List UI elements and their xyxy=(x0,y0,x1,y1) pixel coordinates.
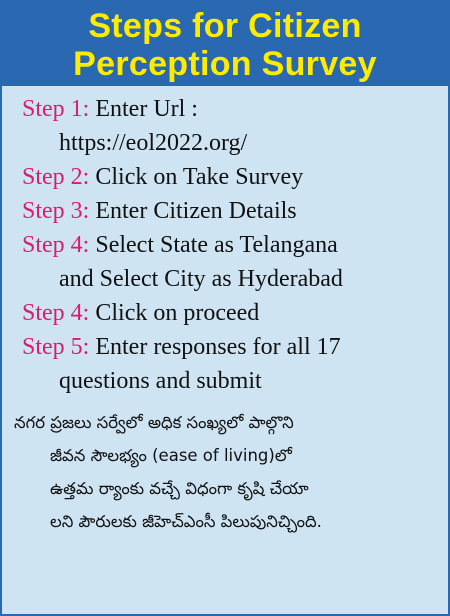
step-5-label: Step 5: xyxy=(22,334,90,360)
step-2 xyxy=(22,160,448,194)
note-line-2: జీవన సౌలభ్యం (ease of living)లో xyxy=(50,446,292,465)
card-header xyxy=(2,2,448,86)
step-4a xyxy=(22,228,448,262)
step-2-text: Click on Take Survey xyxy=(95,164,304,190)
step-5-continuation: questions and submit xyxy=(59,368,262,394)
step-1-url: https://eol2022.org/ xyxy=(59,130,248,156)
step-5-text: Enter responses for all 17 xyxy=(95,334,341,360)
step-1 xyxy=(22,92,448,126)
step-4a-continuation: and Select City as Hyderabad xyxy=(59,266,343,292)
telugu-note xyxy=(2,398,448,538)
step-4b xyxy=(22,296,448,330)
header-title-line-1: Steps for Citizen xyxy=(88,6,362,45)
step-3-text: Enter Citizen Details xyxy=(95,198,297,224)
note-line-1: నగర ప్రజలు సర్వేలో అధిక సంఖ్యలో పాల్గొని xyxy=(14,413,294,432)
note-line-4: లని పౌరులకు జీహెచ్ఎంసీ పిలుపునిచ్చింది. xyxy=(50,512,322,531)
step-4b-label: Step 4: xyxy=(22,300,90,326)
step-1-text: Enter Url : xyxy=(95,96,198,122)
step-4a-text: Select State as Telangana xyxy=(95,232,338,258)
steps-list xyxy=(2,86,448,398)
step-3 xyxy=(22,194,448,228)
step-4b-text: Click on proceed xyxy=(95,300,260,326)
note-line-3: ఉత్తమ ర్యాంకు వచ్చే విధంగా కృషి చేయా xyxy=(50,479,309,498)
header-title-line-2: Perception Survey xyxy=(73,44,377,83)
step-4a-label: Step 4: xyxy=(22,232,90,258)
step-3-label: Step 3: xyxy=(22,198,90,224)
step-2-label: Step 2: xyxy=(22,164,90,190)
step-5 xyxy=(22,330,448,364)
step-1-label: Step 1: xyxy=(22,96,90,122)
